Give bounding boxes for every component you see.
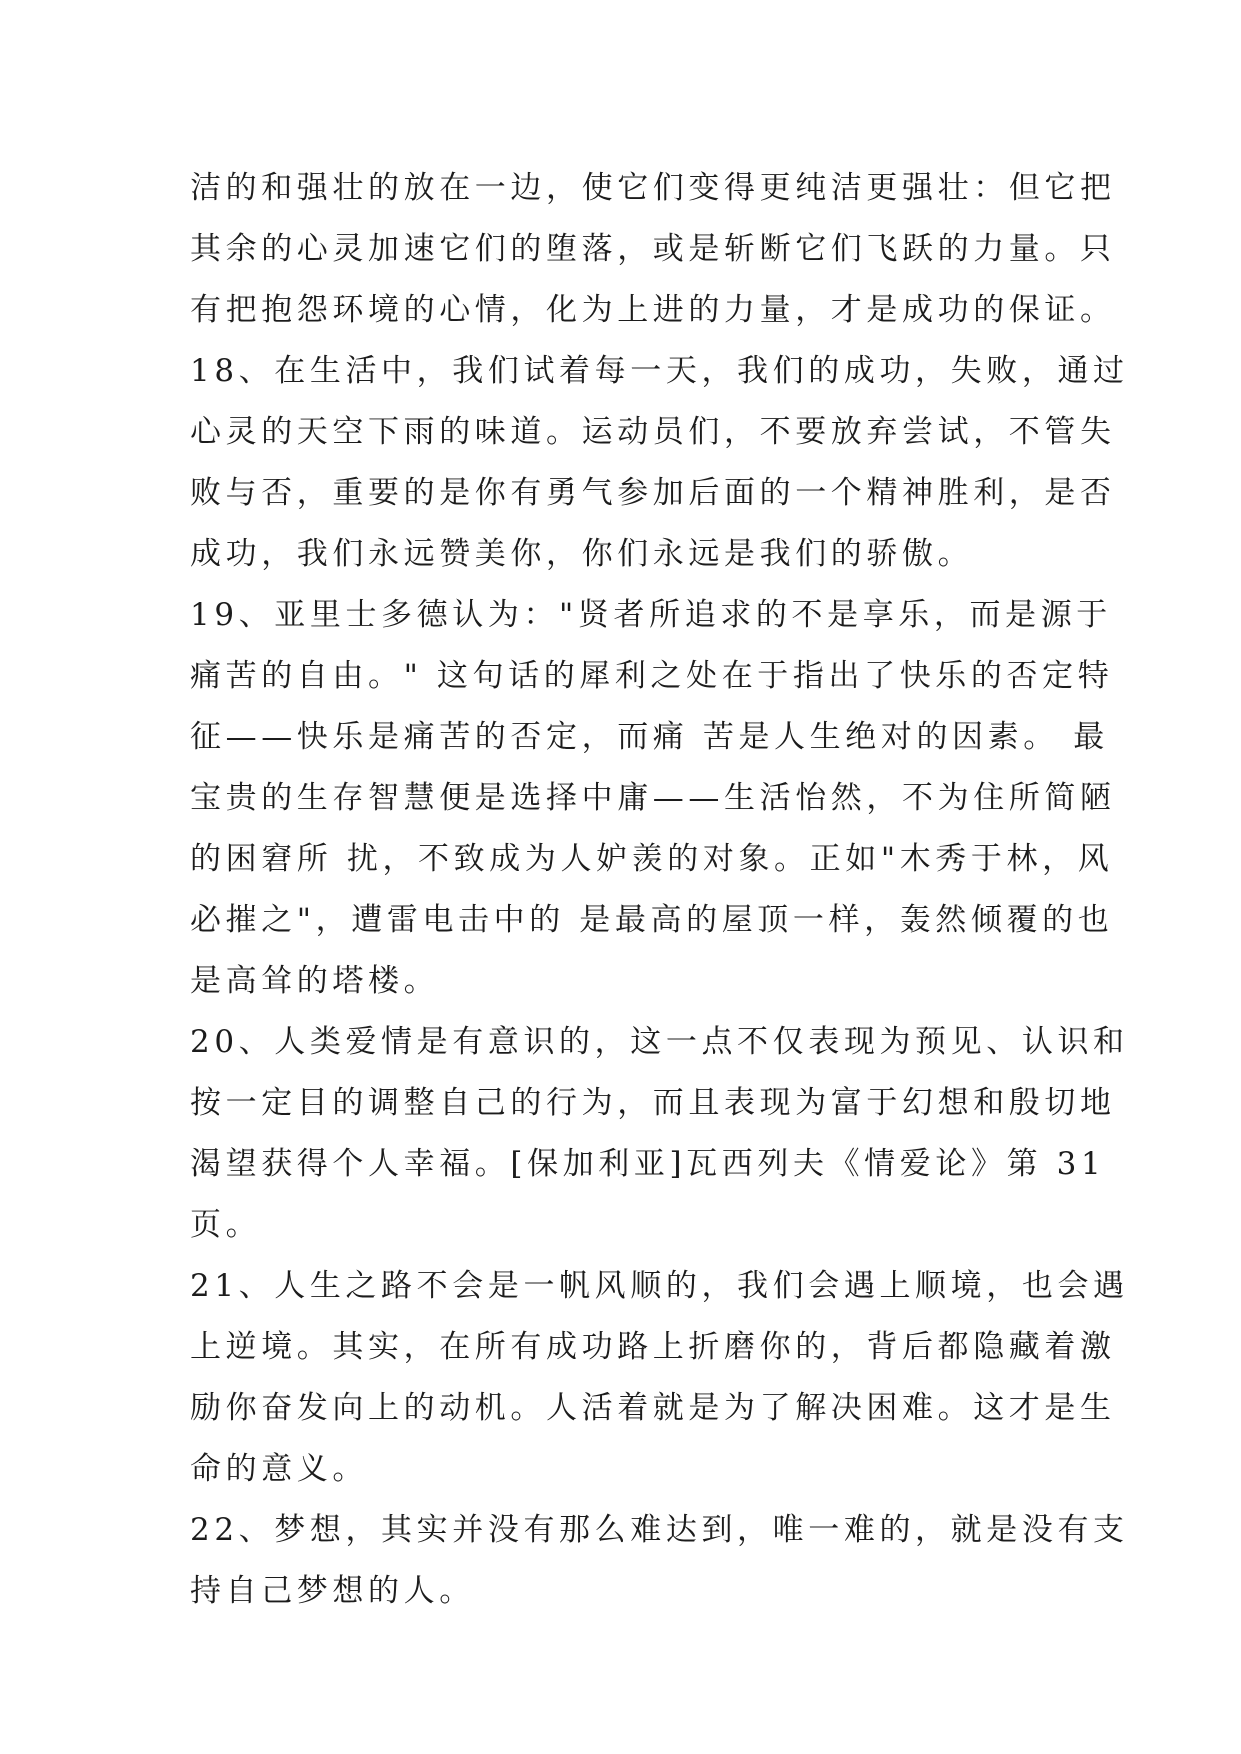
- text-line: 持自己梦想的人。: [190, 1573, 475, 1609]
- text-line: 页。: [190, 1207, 262, 1243]
- text-line: 其余的心灵加速它们的堕落，或是斩断它们飞跃的力量。只: [190, 231, 1116, 267]
- text-line: 励你奋发向上的动机。人活着就是为了解决困难。这才是生: [190, 1390, 1116, 1426]
- text-line: 命的意义。: [190, 1451, 368, 1487]
- text-line: 的困窘所 扰，不致成为人妒羡的对象。正如"木秀于林，风: [190, 841, 1114, 877]
- text-line: 成功，我们永远赞美你，你们永远是我们的骄傲。: [190, 536, 974, 572]
- text-line: 宝贵的生存智慧便是选择中庸——生活怡然，不为住所简陋: [190, 780, 1116, 816]
- document-body: [190, 158, 1129, 1622]
- text-line: 必摧之"，遭雷电击中的 是最高的屋顶一样，轰然倾覆的也: [190, 902, 1114, 938]
- text-line: 18、在生活中，我们试着每一天，我们的成功，失败，通过: [190, 353, 1129, 389]
- text-line: 渴望获得个人幸福。[保加利亚]瓦西列夫《情爱论》第 31: [190, 1146, 1106, 1182]
- text-line: 22、梦想，其实并没有那么难达到，唯一难的，就是没有支: [190, 1512, 1129, 1548]
- text-line: 上逆境。其实，在所有成功路上折磨你的，背后都隐藏着激: [190, 1329, 1116, 1365]
- text-line: 19、亚里士多德认为："贤者所追求的不是享乐，而是源于: [190, 597, 1112, 633]
- text-line: 征——快乐是痛苦的否定，而痛 苦是人生绝对的因素。 最: [190, 719, 1109, 755]
- text-line: 是高耸的塔楼。: [190, 963, 440, 999]
- text-line: 按一定目的调整自己的行为，而且表现为富于幻想和殷切地: [190, 1085, 1116, 1121]
- text-line: 痛苦的自由。" 这句话的犀利之处在于指出了快乐的否定特: [190, 658, 1114, 694]
- text-line: 败与否，重要的是你有勇气参加后面的一个精神胜利，是否: [190, 475, 1116, 511]
- text-line: 心灵的天空下雨的味道。运动员们，不要放弃尝试，不管失: [190, 414, 1116, 450]
- text-line: 21、人生之路不会是一帆风顺的，我们会遇上顺境，也会遇: [190, 1268, 1129, 1304]
- text-line: 20、人类爱情是有意识的，这一点不仅表现为预见、认识和: [190, 1024, 1129, 1060]
- text-line: 洁的和强壮的放在一边，使它们变得更纯洁更强壮：但它把: [190, 170, 1116, 206]
- text-line: 有把抱怨环境的心情，化为上进的力量，才是成功的保证。: [190, 292, 1116, 328]
